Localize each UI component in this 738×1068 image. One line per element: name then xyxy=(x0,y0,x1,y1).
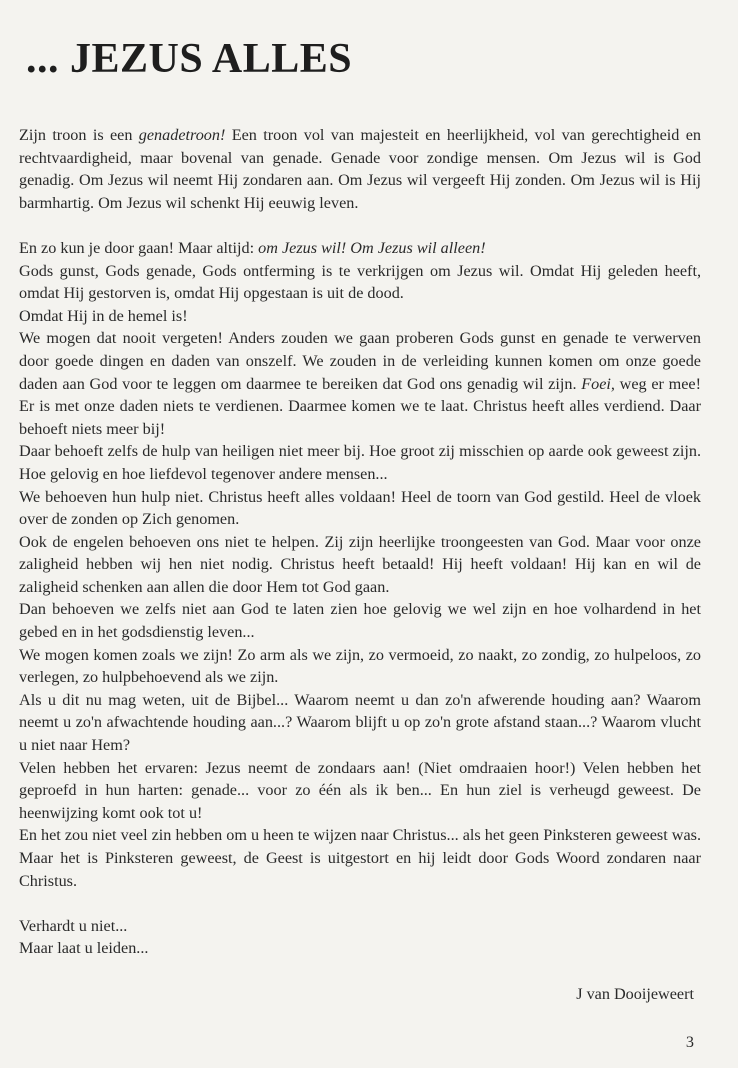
page-title: ... JEZUS ALLES xyxy=(26,36,353,82)
emphasis: genadetroon! xyxy=(138,126,226,144)
text-run: Een troon vol van majesteit en heerlijkheid, vol van gerechtigheid en rechtvaardigheid, maar bovenal van genade. Genade voor zondige mensen. Om Jezus wil is God genadig. Om Jezus wil neemt Hij zondaren aan. Om Jezus wil vergeeft Hij zonden. Om Jezus wil is Hij barmhartig. Om Jezus wil schenkt Hij eeuwig leven. xyxy=(19,126,702,212)
paragraph-heiligen: Daar behoeft zelfs de hulp van heiligen niet meer bij. Hoe groot zij misschien op aarde ook geweest zijn. Hoe gelovig en hoe liefdevol tegenover andere mensen... xyxy=(19,442,701,483)
emphasis: om Jezus wil! Om Jezus wil alleen! xyxy=(258,238,486,257)
article-body xyxy=(19,124,701,960)
paragraph-gelovig: Dan behoeven we zelfs niet aan God te laten zien hoe gelovig we wel zijn en hoe volhardend in het gebed en in het godsdienstig leven... xyxy=(19,600,701,642)
text-run: weg er mee! Er is met onze daden niets te verdienen. Daarmee komen we te laat. Christus heeft alles verdiend. Daar behoeft niets meer bij! xyxy=(19,374,701,438)
paragraph-komen: We mogen komen zoals we zijn! Zo arm als we zijn, zo vermoeid, zo naakt, zo zondig, zo hulpeloos, zo verlegen, zo hulpbehoevend als we zijn. xyxy=(19,645,701,687)
text-run: En zo kun je door gaan! Maar altijd: xyxy=(19,238,259,257)
page-number: 3 xyxy=(685,1033,694,1051)
paragraph-om-jezus-wil xyxy=(19,237,701,260)
paragraph-ervaren: Velen hebben het ervaren: Jezus neemt de zondaars aan! (Niet omdraaien hoor!) Velen hebben het geproefd in hun harten: genade... voor zo één als ik ben... En hun ziel is verheugd geweest. De heenwijzing komt ook tot u! xyxy=(19,758,701,822)
paragraph-gap xyxy=(19,214,701,237)
emphasis: Foei, xyxy=(581,374,615,393)
paragraph-gap xyxy=(19,892,701,915)
paragraph-engelen: Ook de engelen behoeven ons niet te helpen. Zij zijn heerlijke troongeesten van God. Maar voor onze zaligheid hebben wij hen niet nodig. Christus heeft betaald! Hij heeft voldaan! Hij kan en wil de zaligheid schenken aan allen die door Hem tot God gaan. xyxy=(19,532,701,596)
closing-line-1: Verhardt u niet... xyxy=(19,916,128,935)
paragraph-hemel: Omdat Hij in de hemel is! xyxy=(19,306,188,325)
paragraph-genadetroon xyxy=(19,124,701,214)
paragraph-pinksteren: En het zou niet veel zin hebben om u heen te wijzen naar Christus... als het geen Pinksteren geweest was. Maar het is Pinksteren geweest, de Geest is uitgestort en hij leidt door Gods Woord zondaren naar Christus. xyxy=(19,826,701,890)
paragraph-gods-gunst: Gods gunst, Gods genade, Gods ontferming is te verkrijgen om Jezus wil. Omdat Hij geleden heeft, omdat Hij gestorven is, omdat Hij opgestaan is uit de dood. xyxy=(19,261,701,303)
paragraph-hulp: We behoeven hun hulp niet. Christus heeft alles voldaan! Heel de toorn van God gestild. Heel de vloek over de zonden op Zich genomen. xyxy=(19,487,701,529)
paragraph-bijbel: Als u dit nu mag weten, uit de Bijbel... Waarom neemt u dan zo'n afwerende houding aan? Waarom neemt u zo'n afwachtende houding aan...? Waarom blijft u op zo'n grote afstand staan...? Waarom vlucht u niet naar Hem? xyxy=(19,690,701,755)
paragraph-nooit-vergeten xyxy=(19,327,701,440)
text-run: Zijn troon is een xyxy=(19,126,139,144)
author-signature: J van Dooijeweert xyxy=(576,985,694,1003)
closing-line-2: Maar laat u leiden... xyxy=(19,939,149,958)
text-run: We mogen dat nooit vergeten! Anders zouden we gaan proberen Gods gunst en genade te verwerven door goede dingen en daden van onszelf. We zouden in de verleiding kunnen komen om onze goede daden aan God voor te leggen om daarmee te bereiken dat God ons genadig wil zijn. xyxy=(19,329,701,393)
